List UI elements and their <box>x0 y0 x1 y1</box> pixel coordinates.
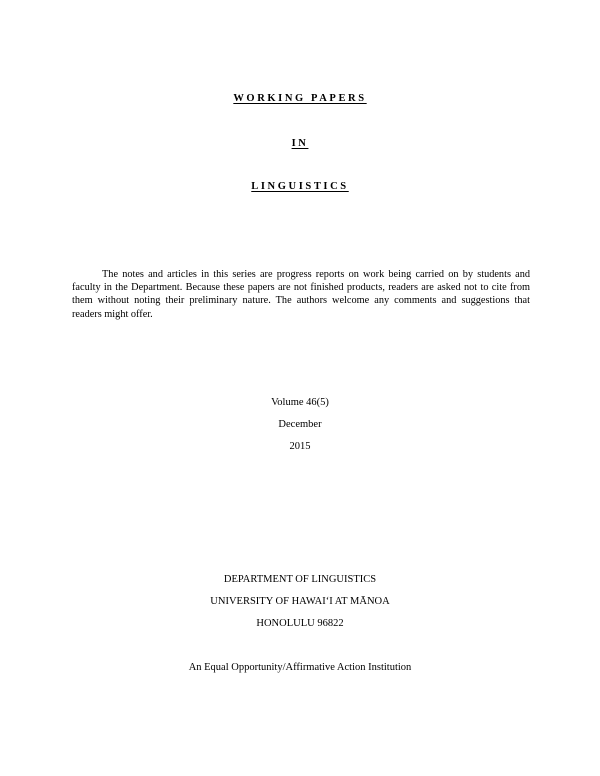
issue-year: 2015 <box>289 441 311 452</box>
department-name: DEPARTMENT OF LINGUISTICS <box>223 574 377 585</box>
volume-number: Volume 46(5) <box>271 397 329 408</box>
series-title-linguistics: LINGUISTICS <box>251 181 349 192</box>
city-postal-code: HONOLULU 96822 <box>256 618 344 629</box>
series-title-in: IN <box>291 138 309 149</box>
university-name: UNIVERSITY OF HAWAI‘I AT MĀNOA <box>210 596 390 607</box>
series-notice-paragraph: The notes and articles in this series are progress reports on work being carried on by students and faculty in the Department. Because these papers are not finished products, readers are asked not to cite from them without noting their preliminary nature. The authors welcome any comments and suggestions that readers might offer. <box>72 269 530 320</box>
equal-opportunity-statement: An Equal Opportunity/Affirmative Action Institution <box>188 662 412 673</box>
issue-month: December <box>278 419 322 430</box>
series-title-working-papers: WORKING PAPERS <box>233 93 367 104</box>
